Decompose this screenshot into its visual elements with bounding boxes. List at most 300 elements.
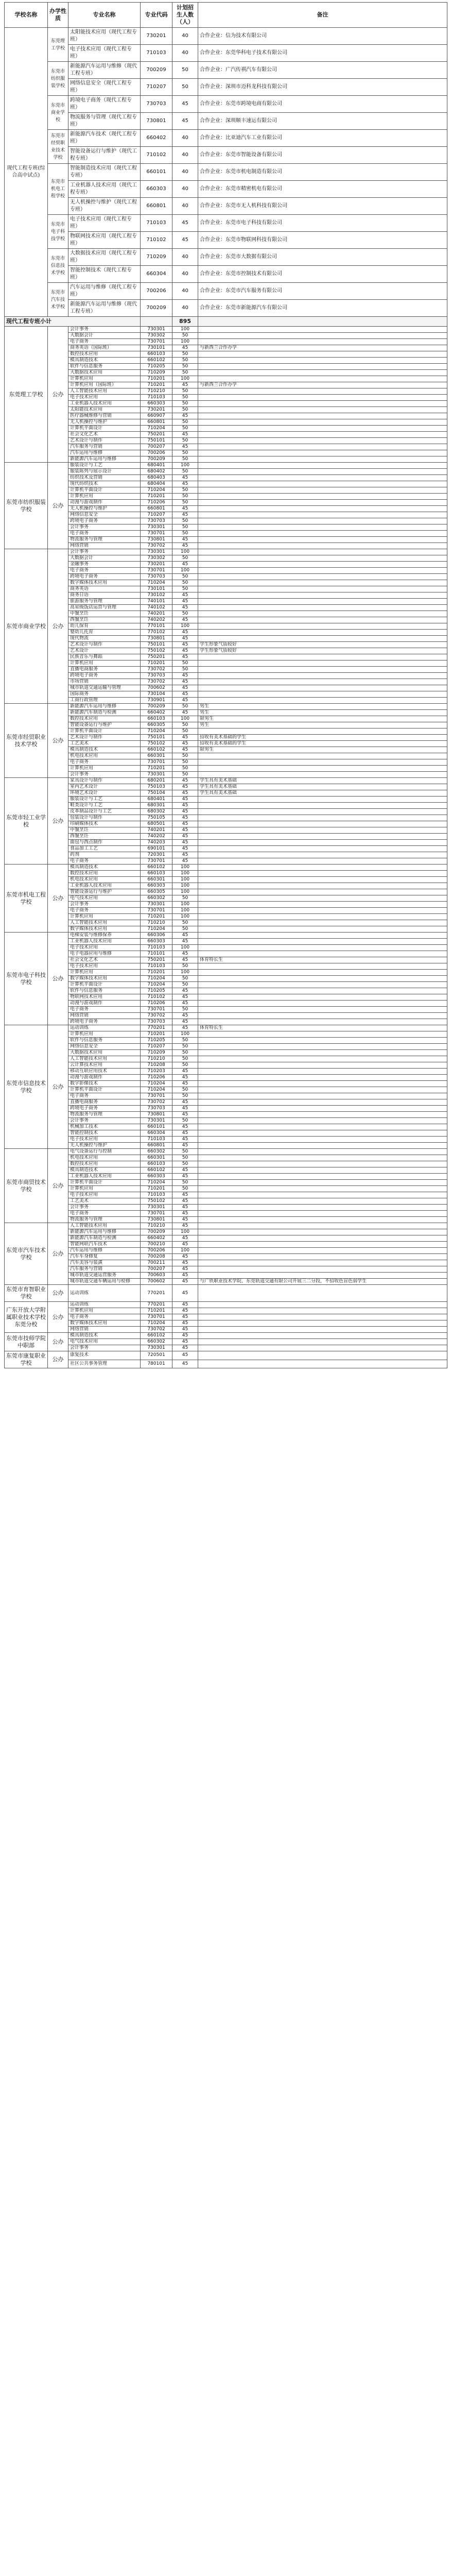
plan-count: 100 — [172, 1248, 198, 1254]
major-code: 710201 — [141, 766, 172, 772]
table-row — [5, 728, 447, 735]
remarks — [198, 766, 447, 772]
plan-count: 45 — [172, 481, 198, 487]
major-name: 电子技术应用 — [68, 1137, 141, 1143]
school-name: 东莞市商贸技术学校 — [5, 1149, 48, 1223]
table-row — [5, 407, 447, 413]
plan-count: 50 — [172, 388, 198, 395]
table-row — [5, 426, 447, 432]
plan-count: 50 — [172, 926, 198, 933]
major-code: 680403 — [141, 475, 172, 481]
major-name: 人工智能技术应用 — [68, 920, 141, 926]
table-row — [5, 45, 447, 62]
plan-count: 45 — [172, 432, 198, 438]
plan-count: 45 — [172, 796, 198, 803]
plan-count: 45 — [172, 846, 198, 852]
table-row — [5, 1229, 447, 1235]
plan-count: 45 — [172, 1069, 198, 1075]
plan-count: 45 — [172, 1223, 198, 1229]
plan-count: 50 — [172, 1007, 198, 1013]
plan-count: 100 — [172, 871, 198, 877]
table-row — [5, 358, 447, 364]
major-code: 730701 — [141, 908, 172, 914]
major-name: 中餐烹饪 — [68, 827, 141, 834]
major-name: 新能源汽车运用与维修 — [68, 1229, 141, 1235]
remarks — [198, 413, 447, 419]
major-name: 工艺美术 — [68, 741, 141, 747]
major-name: 现代物流 — [68, 636, 141, 642]
major-name: 社会文化艺术 — [68, 957, 141, 963]
remarks — [198, 562, 447, 568]
school-name: 东莞市经贸职业技术学校 — [5, 704, 48, 778]
major-name: 药剂 — [68, 852, 141, 858]
major-name: 新能源汽车制造与检测 — [68, 1235, 141, 1242]
table-row — [5, 1099, 447, 1106]
remarks — [198, 333, 447, 339]
major-code: 730701 — [141, 1007, 172, 1013]
remarks: 与新西兰合作办学 — [198, 345, 447, 351]
major-name: 服装设计与工艺 — [68, 463, 141, 469]
major-name: 电子商务 — [68, 339, 141, 345]
remarks — [198, 691, 447, 698]
table-row — [5, 741, 447, 747]
table-row — [5, 463, 447, 469]
major-code: 740203 — [141, 840, 172, 846]
remarks — [198, 1198, 447, 1205]
major-name: 工业机器人技术应用 — [68, 1174, 141, 1180]
remarks — [198, 660, 447, 667]
major-name: 电子技术应用（现代工程专班） — [68, 45, 141, 62]
remarks — [198, 753, 447, 759]
major-code: 710204 — [141, 1087, 172, 1093]
table-row — [5, 438, 447, 444]
table-row — [5, 654, 447, 660]
remarks — [198, 574, 447, 580]
table-row — [5, 834, 447, 840]
major-name: 网络营销 — [68, 1327, 141, 1333]
major-name: 医疗器械维修与营销 — [68, 413, 141, 419]
major-code: 680401 — [141, 796, 172, 803]
table-row — [5, 370, 447, 376]
major-name: 模具制造技术 — [68, 865, 141, 871]
remarks: 招收有美术基础的学生 — [198, 735, 447, 741]
remarks — [198, 481, 447, 487]
header-nature: 办学性质 — [48, 3, 68, 28]
table-row — [5, 1149, 447, 1155]
major-code: 680402 — [141, 469, 172, 475]
remarks — [198, 939, 447, 945]
subtotal-remarks — [198, 317, 447, 327]
plan-count: 45 — [172, 543, 198, 549]
major-name: 艺术设计与制作 — [68, 735, 141, 741]
major-code: 680201 — [141, 778, 172, 784]
header-school: 学校名称 — [5, 3, 48, 28]
plan-count: 40 — [172, 28, 198, 45]
table-row — [5, 710, 447, 716]
major-code: 750101 — [141, 642, 172, 648]
major-name: 电梯安装与维修保养 — [68, 933, 141, 939]
remarks — [198, 976, 447, 982]
plan-count: 100 — [172, 889, 198, 895]
table-row — [5, 1087, 447, 1093]
major-name: 数字媒体技术应用 — [68, 1320, 141, 1327]
major-code: 740201 — [141, 827, 172, 834]
plan-count: 45 — [172, 537, 198, 543]
remarks — [198, 821, 447, 827]
table-row — [5, 1001, 447, 1007]
table-row — [5, 1285, 447, 1302]
table-row — [5, 691, 447, 698]
major-name: 无人机操控与维护 — [68, 506, 141, 512]
plan-count: 100 — [172, 1229, 198, 1235]
remarks — [198, 1254, 447, 1260]
plan-count: 45 — [172, 1205, 198, 1211]
major-code: 710204 — [141, 1320, 172, 1327]
plan-count: 45 — [172, 957, 198, 963]
table-row — [5, 1279, 447, 1285]
major-name: 云计算技术应用 — [68, 1062, 141, 1069]
table-row — [5, 574, 447, 580]
plan-count: 45 — [172, 1320, 198, 1327]
major-name: 物流服务与管理 — [68, 1112, 141, 1118]
major-code: 660306 — [141, 933, 172, 939]
plan-count: 50 — [172, 1087, 198, 1093]
major-name: 智能控制技术（现代工程专班） — [68, 266, 141, 283]
school-name: 东莞市轻工业学校 — [5, 778, 48, 865]
major-name: 汽车运用与维修 — [68, 450, 141, 456]
table-row — [5, 636, 447, 642]
major-code: 730702 — [141, 1013, 172, 1019]
plan-count: 45 — [172, 1273, 198, 1279]
table-row — [5, 1235, 447, 1242]
remarks — [198, 772, 447, 778]
major-name: 电子商务 — [68, 1093, 141, 1099]
remarks — [198, 327, 447, 333]
major-code: 710203 — [141, 1069, 172, 1075]
major-code: 740101 — [141, 599, 172, 605]
plan-count: 50 — [172, 660, 198, 667]
major-code: 730301 — [141, 327, 172, 333]
major-code: 680302 — [141, 809, 172, 815]
school-name: 东莞理工学校 — [5, 327, 48, 463]
subtotal-label: 现代工程专班小计 — [5, 317, 141, 327]
remarks — [198, 518, 447, 524]
major-name: 运动训练 — [68, 1025, 141, 1031]
major-code: 710201 — [141, 914, 172, 920]
table-row — [5, 747, 447, 753]
major-name: 艺术设计与制作 — [68, 642, 141, 648]
remarks — [198, 1266, 447, 1273]
plan-count: 50 — [172, 611, 198, 617]
plan-count: 45 — [172, 413, 198, 419]
major-name: 计算机应用 — [68, 1031, 141, 1038]
major-code: 710103 — [141, 945, 172, 951]
major-name: 大数据会计 — [68, 333, 141, 339]
plan-count: 45 — [172, 382, 198, 388]
plan-count: 100 — [172, 865, 198, 871]
major-code: 710102 — [141, 994, 172, 1001]
plan-count: 45 — [172, 599, 198, 605]
major-name: 跨境电子商务（现代工程专班） — [68, 96, 141, 113]
plan-count: 40 — [172, 283, 198, 300]
remarks — [198, 388, 447, 395]
major-code: 660302 — [141, 1339, 172, 1345]
plan-count: 45 — [172, 951, 198, 957]
remarks — [198, 883, 447, 889]
major-code: 690101 — [141, 846, 172, 852]
major-code: 720501 — [141, 1351, 172, 1360]
remarks — [198, 1031, 447, 1038]
major-code: 660101 — [141, 1124, 172, 1130]
plan-count: 45 — [172, 1217, 198, 1223]
remarks — [198, 1217, 447, 1223]
table-row — [5, 809, 447, 815]
major-name: 动漫与游戏制作 — [68, 1075, 141, 1081]
major-name: 会计事务 — [68, 1118, 141, 1124]
major-code: 710204 — [141, 1180, 172, 1186]
remarks — [198, 1001, 447, 1007]
major-code: 710209 — [141, 1050, 172, 1056]
plan-count: 45 — [172, 1260, 198, 1266]
major-name: 电气技术应用 — [68, 895, 141, 902]
table-row — [5, 722, 447, 728]
plan-count: 45 — [172, 1302, 198, 1308]
major-code: 660102 — [141, 1333, 172, 1339]
major-code: 700207 — [141, 1266, 172, 1273]
major-code: 750101 — [141, 735, 172, 741]
table-row — [5, 395, 447, 401]
major-code: 710210 — [141, 1223, 172, 1229]
remarks — [198, 1143, 447, 1149]
remarks: 合作企业：东莞市机电制造有限公司 — [198, 164, 447, 181]
table-row — [5, 549, 447, 555]
major-code: 710204 — [141, 976, 172, 982]
major-code: 770102 — [141, 630, 172, 636]
major-code: 660102 — [141, 1167, 172, 1174]
plan-count: 100 — [172, 902, 198, 908]
plan-count: 45 — [172, 809, 198, 815]
major-name: 计算机平面设计 — [68, 982, 141, 988]
remarks — [198, 531, 447, 537]
major-name: 计算机应用 — [68, 914, 141, 920]
plan-count: 45 — [172, 698, 198, 704]
table-row — [5, 469, 447, 475]
plan-count: 50 — [172, 1093, 198, 1099]
remarks — [198, 1106, 447, 1112]
school-nature: 公办 — [48, 1223, 68, 1285]
major-name: 机电技术应用 — [68, 753, 141, 759]
remarks — [198, 1192, 447, 1198]
plan-count: 50 — [172, 772, 198, 778]
major-code: 770201 — [141, 1302, 172, 1308]
major-name: 包装设计与制作 — [68, 815, 141, 821]
major-name: 跨境电子商务 — [68, 1019, 141, 1025]
remarks — [198, 1360, 447, 1368]
remarks — [198, 1093, 447, 1099]
table-row — [5, 586, 447, 592]
major-name: 电子技术应用 — [68, 1192, 141, 1198]
major-name: 幼儿保育 — [68, 623, 141, 630]
school-name: 东莞市机电工程学校 — [5, 865, 48, 933]
major-name: 鞋类设计与工艺 — [68, 803, 141, 809]
table-row — [5, 1019, 447, 1025]
plan-count: 100 — [172, 914, 198, 920]
remarks — [198, 1167, 447, 1174]
table-row — [5, 617, 447, 623]
plan-count: 50 — [172, 1149, 198, 1155]
table-row — [5, 1062, 447, 1069]
major-code: 770201 — [141, 1025, 172, 1031]
major-name: 软件与信息服务 — [68, 364, 141, 370]
major-name: 模具制造技术 — [68, 358, 141, 364]
plan-count: 40 — [172, 266, 198, 283]
plan-count: 50 — [172, 79, 198, 96]
remarks — [198, 1186, 447, 1192]
plan-count: 45 — [172, 232, 198, 249]
remarks — [198, 592, 447, 599]
table-row — [5, 79, 447, 96]
major-code: 700211 — [141, 1260, 172, 1266]
major-code: 710210 — [141, 920, 172, 926]
major-code: 730301 — [141, 772, 172, 778]
major-code: 700207 — [141, 444, 172, 450]
remarks — [198, 852, 447, 858]
plan-count: 45 — [172, 1345, 198, 1351]
plan-count: 45 — [172, 617, 198, 623]
remarks: 与新西兰合作办学 — [198, 382, 447, 388]
table-row — [5, 1056, 447, 1062]
major-name: 数控技术应用 — [68, 351, 141, 358]
plan-count: 45 — [172, 939, 198, 945]
school-name: 东莞市信息技术学校 — [5, 1025, 48, 1149]
table-row — [5, 1143, 447, 1149]
plan-count: 40 — [172, 181, 198, 198]
major-name: 会计事务 — [68, 549, 141, 555]
remarks — [198, 512, 447, 518]
major-code: 730101 — [141, 586, 172, 592]
remarks — [198, 1351, 447, 1360]
remarks: 合作企业：东莞市物联网科技有限公司 — [198, 232, 447, 249]
table-row — [5, 62, 447, 79]
major-name: 网络信息安全（现代工程专班） — [68, 79, 141, 96]
plan-count: 50 — [172, 456, 198, 463]
table-row — [5, 444, 447, 450]
plan-count: 45 — [172, 1124, 198, 1130]
plan-count: 45 — [172, 475, 198, 481]
plan-count: 45 — [172, 790, 198, 796]
table-row — [5, 181, 447, 198]
remarks — [198, 487, 447, 494]
major-name: 商务英语 — [68, 586, 141, 592]
major-name: 直播电商服务 — [68, 667, 141, 673]
table-row — [5, 376, 447, 382]
table-row — [5, 1192, 447, 1198]
table-row — [5, 1302, 447, 1308]
table-row — [5, 716, 447, 722]
table-row — [5, 685, 447, 691]
plan-count: 50 — [172, 555, 198, 562]
major-code: 730701 — [141, 858, 172, 865]
remarks: 体育特长生 — [198, 957, 447, 963]
table-row — [5, 1351, 447, 1360]
plan-count: 50 — [172, 574, 198, 580]
plan-count: 45 — [172, 215, 198, 232]
table-row — [5, 531, 447, 537]
table-row — [5, 432, 447, 438]
major-code: 660301 — [141, 877, 172, 883]
remarks — [198, 438, 447, 444]
table-row — [5, 982, 447, 988]
major-code: 730703 — [141, 1019, 172, 1025]
major-code: 730703 — [141, 673, 172, 679]
table-row — [5, 1273, 447, 1279]
major-name: 中餐烹饪 — [68, 611, 141, 617]
table-row — [5, 113, 447, 130]
school-name: 东莞市汽车技术学校 — [48, 283, 68, 317]
table-row — [5, 611, 447, 617]
major-code: 740102 — [141, 605, 172, 611]
major-code: 750105 — [141, 815, 172, 821]
remarks — [198, 537, 447, 543]
table-row — [5, 753, 447, 759]
plan-count: 50 — [172, 469, 198, 475]
plan-count: 45 — [172, 673, 198, 679]
table-row — [5, 988, 447, 994]
remarks — [198, 1235, 447, 1242]
plan-count: 40 — [172, 147, 198, 164]
major-code: 710201 — [141, 970, 172, 976]
major-name: 大数据技术应用 — [68, 1050, 141, 1056]
major-name: 跨境电子商务 — [68, 673, 141, 679]
plan-count: 45 — [172, 803, 198, 809]
table-row — [5, 815, 447, 821]
major-code: 730201 — [141, 562, 172, 568]
major-code: 710103 — [141, 395, 172, 401]
plan-count: 100 — [172, 883, 198, 889]
table-row — [5, 1007, 447, 1013]
remarks: 学生形象气质较好 — [198, 642, 447, 648]
remarks — [198, 951, 447, 957]
major-name: 汽车服务与营销 — [68, 1266, 141, 1273]
table-row — [5, 592, 447, 599]
table-row — [5, 902, 447, 908]
major-code: 710102 — [141, 232, 172, 249]
plan-count: 45 — [172, 630, 198, 636]
table-row — [5, 339, 447, 345]
remarks — [198, 1174, 447, 1180]
major-name: 跨境电子商务 — [68, 518, 141, 524]
table-row — [5, 895, 447, 902]
major-code: 730301 — [141, 1118, 172, 1124]
major-name: 新能源汽车运用与维修 — [68, 456, 141, 463]
major-code: 730701 — [141, 759, 172, 766]
plan-count: 45 — [172, 1137, 198, 1143]
school-name: 东莞理工学校 — [48, 28, 68, 62]
major-name: 计算机应用 — [68, 376, 141, 382]
plan-count: 45 — [172, 96, 198, 113]
major-code: 700209 — [141, 300, 172, 317]
major-name: 智能制造技术应用（现代工程专班） — [68, 164, 141, 181]
remarks — [198, 673, 447, 679]
remarks — [198, 809, 447, 815]
table-row — [5, 333, 447, 339]
table-row — [5, 456, 447, 463]
major-code: 660801 — [141, 1143, 172, 1149]
table-row — [5, 1345, 447, 1351]
major-code: 710205 — [141, 988, 172, 994]
major-name: 计算机平面设计 — [68, 728, 141, 735]
table-row — [5, 1248, 447, 1254]
